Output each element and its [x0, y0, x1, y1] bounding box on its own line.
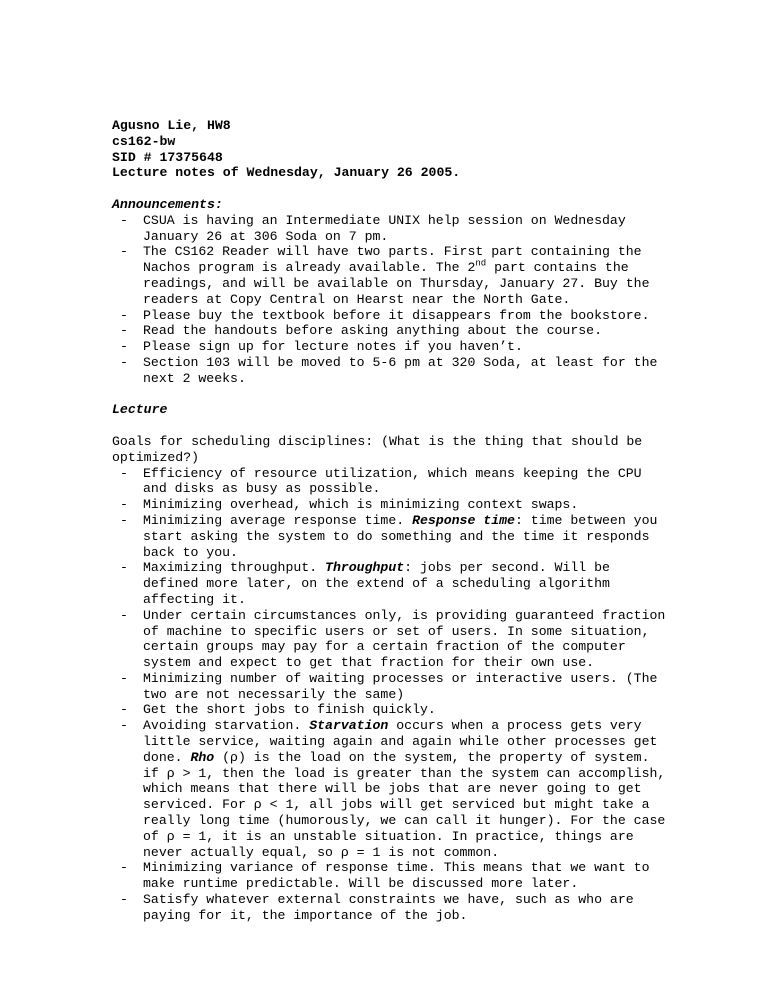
list-item	[112, 702, 672, 718]
list-item	[112, 323, 672, 339]
item-text: : time between you start asking the system to do something and the time it responds back to you.	[143, 512, 658, 560]
dash-bullet: -	[120, 892, 128, 908]
list-item	[112, 466, 672, 498]
list-item	[112, 860, 672, 892]
dash-bullet: -	[120, 702, 128, 718]
list-item	[112, 718, 672, 860]
item-text: Satisfy whatever external constraints we have, such as who are paying for it, the importance of the job.	[143, 892, 634, 923]
list-item	[112, 339, 672, 355]
spacer	[112, 181, 672, 197]
lecture-intro: Goals for scheduling disciplines: (What is the thing that should be optimized?)	[112, 433, 643, 465]
dash-bullet: -	[120, 323, 128, 339]
item-text: Efficiency of resource utilization, which means keeping the CPU and disks as busy as possible.	[143, 465, 642, 497]
dash-bullet: -	[120, 465, 128, 481]
list-item	[112, 213, 672, 245]
goals-list	[112, 466, 672, 924]
list-item	[112, 892, 672, 924]
item-text: Avoiding starvation.	[143, 718, 310, 734]
ordinal-suffix: nd	[475, 258, 487, 269]
course-account-line: cs162-bw	[112, 133, 176, 149]
lecture-date-line: Lecture notes of Wednesday, January 26 2005.	[112, 165, 461, 181]
author-line: Agusno Lie, HW8	[112, 118, 231, 133]
term-throughput: Throughput	[325, 560, 405, 576]
term-rho: Rho	[190, 749, 215, 765]
list-item	[112, 560, 672, 607]
dash-bullet: -	[120, 339, 128, 355]
dash-bullet: -	[120, 670, 128, 686]
item-text: Maximizing throughput.	[143, 560, 326, 576]
spacer	[112, 387, 672, 403]
item-text: Under certain circumstances only, is providing guaranteed fraction of machine to specific users or set of users. In some situation, certain groups may pay for a certain fraction of the computer system and expect to get that fraction for their own use.	[143, 607, 666, 671]
announcements-list	[112, 213, 672, 387]
dash-bullet: -	[120, 354, 128, 370]
dash-bullet: -	[120, 718, 128, 734]
item-text: (ρ) is the load on the system, the property of system. if ρ > 1, then the load is greater than the system can accomplish, which means that there will be jobs that are never going to get serviced. For ρ < 1, all jobs will get serviced but might take a really long time (humorously, we can call it hunger). For the case of ρ = 1, it is an unstable situation. In practice, things are never actually equal, so ρ = 1 is not common.	[143, 749, 666, 860]
document-page	[112, 118, 672, 924]
list-item	[112, 355, 672, 387]
item-text: CSUA is having an Intermediate UNIX help session on Wednesday January 26 at 306 Soda on 7 pm.	[143, 212, 626, 244]
dash-bullet: -	[120, 244, 128, 260]
list-item	[112, 671, 672, 703]
dash-bullet: -	[120, 860, 128, 876]
item-text: Read the handouts before asking anything about the course.	[143, 323, 602, 339]
term-starvation: Starvation	[309, 718, 389, 734]
spacer	[112, 418, 672, 434]
list-item	[112, 244, 672, 307]
list-item	[112, 308, 672, 324]
dash-bullet: -	[120, 607, 128, 623]
list-item	[112, 513, 672, 560]
item-text: Minimizing overhead, which is minimizing context swaps.	[143, 497, 579, 513]
item-text: Please sign up for lecture notes if you haven’t.	[143, 339, 523, 355]
item-text: Minimizing number of waiting processes or interactive users. (The two are not necessarily the same)	[143, 670, 658, 702]
item-text: Please buy the textbook before it disappears from the bookstore.	[143, 307, 650, 323]
item-text: part contains the readings, and will be available on Thursday, January 27. Buy the readers at Copy Central on Hearst near the North Gate.	[143, 260, 650, 307]
dash-bullet: -	[120, 212, 128, 228]
term-response-time: Response time	[412, 512, 515, 528]
item-text: The CS162 Reader will have two parts. First part containing the Nachos program is already available. The 2	[143, 244, 642, 276]
item-text: occurs when a process gets very little service, waiting again and again while other processes get done.	[143, 718, 658, 765]
item-text: Minimizing average response time.	[143, 512, 413, 528]
item-text: Minimizing variance of response time. This means that we want to make runtime predictable. Will be discussed more later.	[143, 860, 650, 892]
announcements-heading: Announcements:	[112, 196, 223, 212]
list-item	[112, 497, 672, 513]
item-text: : jobs per second. Will be defined more later, on the extend of a scheduling algorithm affecting it.	[143, 560, 610, 607]
item-text: Get the short jobs to finish quickly.	[143, 702, 436, 718]
dash-bullet: -	[120, 512, 128, 528]
item-text: Section 103 will be moved to 5-6 pm at 320 Soda, at least for the next 2 weeks.	[143, 354, 658, 386]
student-id-line: SID # 17375648	[112, 149, 223, 165]
dash-bullet: -	[120, 560, 128, 576]
lecture-heading: Lecture	[112, 402, 168, 418]
dash-bullet: -	[120, 307, 128, 323]
list-item	[112, 608, 672, 671]
dash-bullet: -	[120, 497, 128, 513]
